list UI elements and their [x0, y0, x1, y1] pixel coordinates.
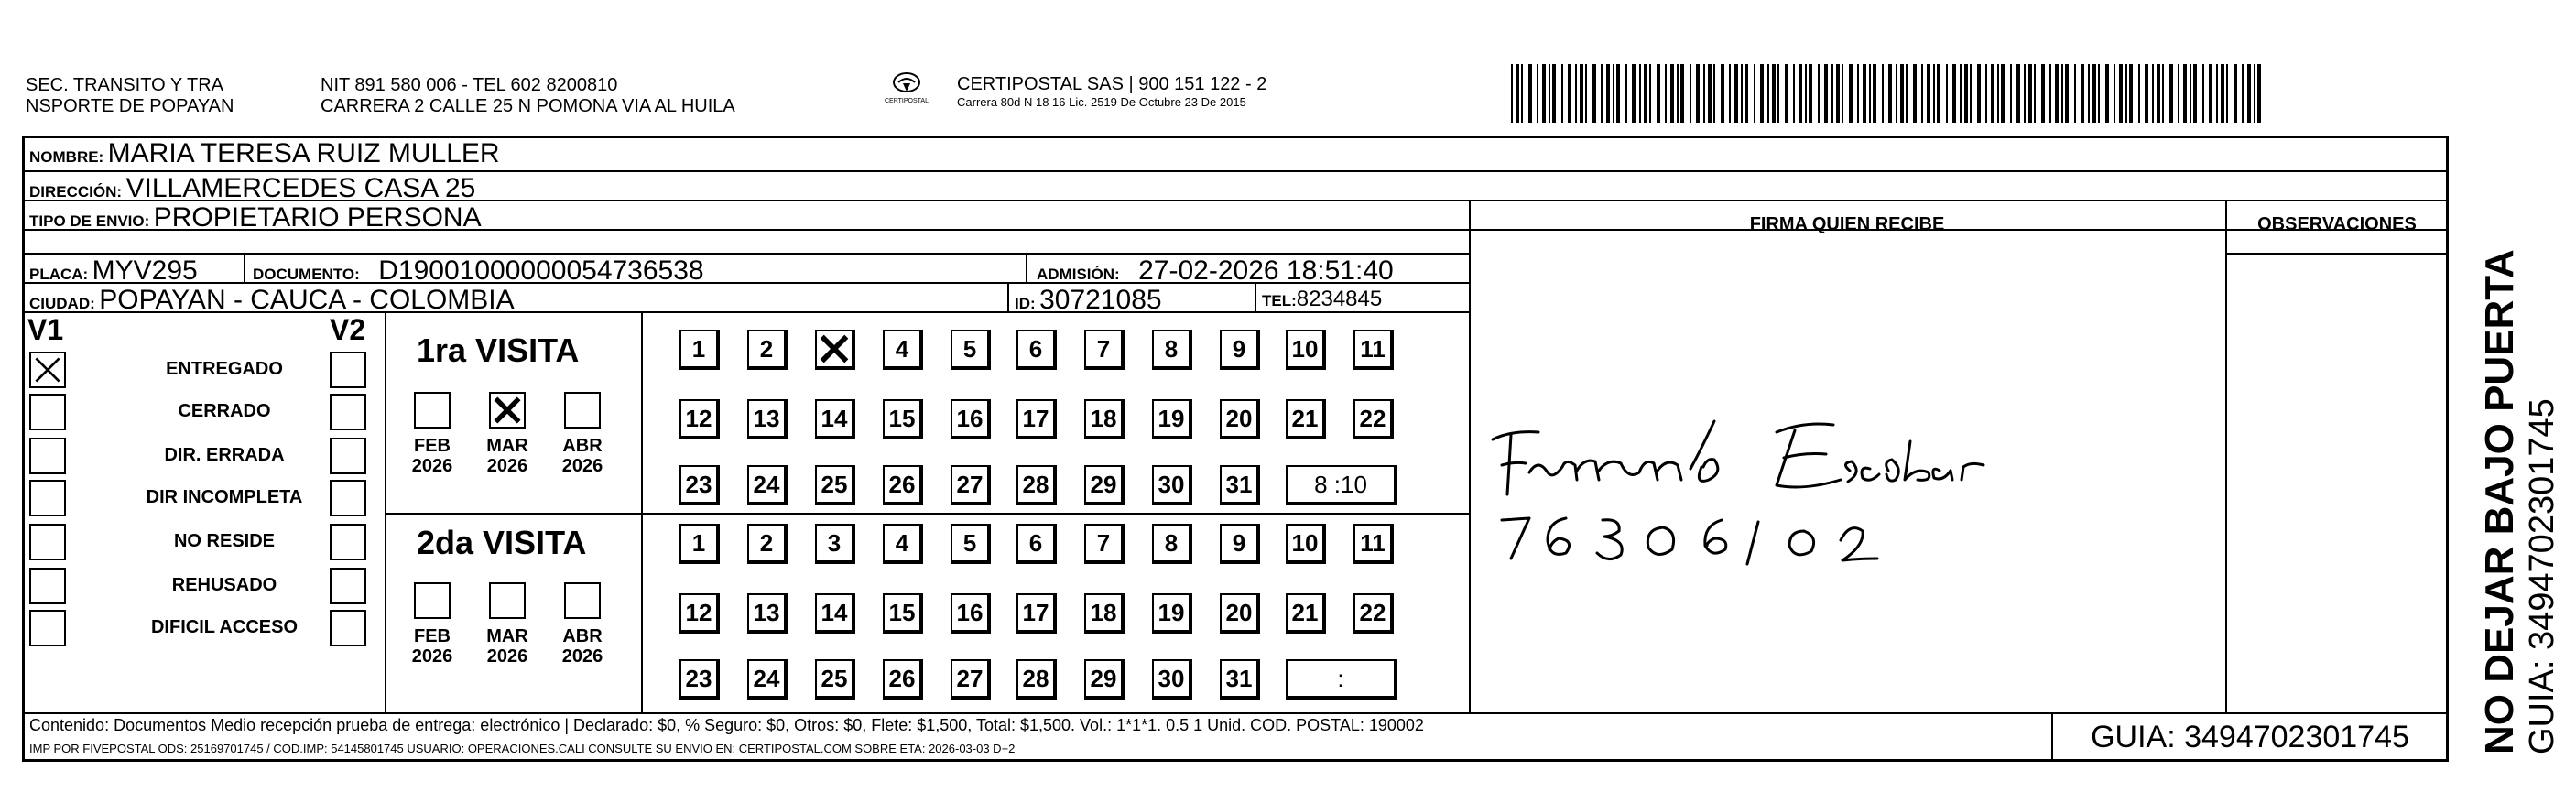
day-cell[interactable]: 31 — [1220, 465, 1260, 505]
month-checkbox[interactable] — [489, 392, 526, 429]
city-field — [29, 285, 515, 316]
day-cell[interactable]: 17 — [1016, 399, 1057, 439]
company-block — [957, 73, 1266, 110]
doc-label: DOCUMENTO: — [253, 266, 360, 283]
v1-checkbox[interactable] — [29, 480, 66, 516]
day-cell[interactable]: 19 — [1152, 399, 1192, 439]
nit-line2: CARRERA 2 CALLE 25 N POMONA VIA AL HUILA — [321, 96, 735, 116]
day-cell[interactable]: 26 — [883, 465, 923, 505]
name-row — [29, 138, 500, 169]
day-cell[interactable]: 5 — [951, 524, 991, 564]
admission-label: ADMISIÓN: — [1037, 266, 1120, 283]
status-label: NO RESIDE — [173, 531, 276, 551]
day-cell[interactable]: 29 — [1084, 465, 1125, 505]
month-label: FEB 2026 — [411, 626, 453, 667]
day-cell[interactable]: 30 — [1152, 465, 1192, 505]
month-checkbox[interactable] — [564, 582, 601, 619]
day-cell[interactable]: 15 — [883, 593, 923, 634]
v2-checkbox[interactable] — [330, 524, 366, 560]
day-cell[interactable]: 12 — [679, 399, 720, 439]
admission-field — [1037, 255, 1394, 287]
city-label: CIUDAD: — [29, 295, 95, 312]
v1-label: V1 — [27, 313, 64, 346]
day-cell[interactable]: 21 — [1286, 593, 1326, 634]
plate-label: PLACA: — [29, 266, 89, 283]
type-label: TIPO DE ENVIO: — [29, 212, 150, 230]
check-x-icon — [31, 353, 64, 386]
sender-block — [26, 75, 234, 117]
nit-block — [321, 75, 735, 117]
name-label: NOMBRE: — [29, 148, 104, 166]
day-cell[interactable]: 4 — [883, 330, 923, 370]
tel-label: TEL: — [1262, 292, 1297, 309]
id-label: ID: — [1015, 295, 1036, 312]
v2-checkbox[interactable] — [330, 394, 366, 430]
observations-header: OBSERVACIONES — [2257, 214, 2417, 234]
day-cell[interactable]: 31 — [1220, 659, 1260, 700]
status-label: DIFICIL ACCESO — [150, 617, 298, 637]
company-line2: Carrera 80d N 18 16 Lic. 2519 De Octubre 23 De 2015 — [957, 95, 1246, 109]
day-cell[interactable]: 6 — [1016, 330, 1057, 370]
sender-line2: NSPORTE DE POPAYAN — [26, 96, 234, 116]
month-checkbox[interactable] — [564, 392, 601, 429]
day-cell[interactable]: 6 — [1016, 524, 1057, 564]
day-cell[interactable]: 8 — [1152, 524, 1192, 564]
day-cell[interactable]: 1 — [679, 330, 720, 370]
day-cell[interactable]: 25 — [815, 659, 855, 700]
name-value: MARIA TERESA RUIZ MULLER — [107, 138, 500, 168]
v1-checkbox[interactable] — [29, 394, 66, 430]
day-cell[interactable]: 30 — [1152, 659, 1192, 700]
day-cell[interactable]: 23 — [679, 659, 720, 700]
time-field[interactable]: 8 :10 — [1286, 465, 1397, 505]
company-logo — [879, 71, 934, 104]
day-cell[interactable]: 22 — [1353, 399, 1394, 439]
day-cell[interactable]: 20 — [1220, 593, 1260, 634]
month-label: MAR 2026 — [486, 436, 528, 476]
side-notice-title: NO DEJAR BAJO PUERTA — [2477, 249, 2522, 754]
day-cell[interactable]: 10 — [1286, 524, 1326, 564]
month-label: MAR 2026 — [486, 626, 528, 667]
day-cell[interactable]: 23 — [679, 465, 720, 505]
status-label: DIR. ERRADA — [164, 445, 285, 465]
day-cell[interactable]: 9 — [1220, 524, 1260, 564]
month-checkbox[interactable] — [414, 392, 451, 429]
day-cell[interactable]: 28 — [1016, 465, 1057, 505]
id-value: 30721085 — [1039, 285, 1162, 315]
day-cell[interactable]: 14 — [815, 593, 855, 634]
day-cell[interactable]: 27 — [951, 659, 991, 700]
day-cell[interactable]: 11 — [1353, 524, 1394, 564]
day-cell[interactable]: 27 — [951, 465, 991, 505]
id-field — [1015, 285, 1162, 316]
day-cell[interactable]: 14 — [815, 399, 855, 439]
day-cell[interactable]: 24 — [747, 659, 788, 700]
signature-header: FIRMA QUIEN RECIBE — [1749, 214, 1945, 234]
day-cell[interactable]: 8 — [1152, 330, 1192, 370]
second-visit-label: 2da VISITA — [417, 524, 587, 561]
day-cell[interactable]: 7 — [1084, 330, 1125, 370]
day-cell[interactable]: 13 — [747, 593, 788, 634]
logo-text: CERTIPOSTAL — [885, 98, 929, 104]
month-checkbox[interactable] — [489, 582, 526, 619]
day-cell[interactable]: 28 — [1016, 659, 1057, 700]
day-cell[interactable]: 18 — [1084, 593, 1125, 634]
month-label: ABR 2026 — [561, 436, 603, 476]
day-cell[interactable]: 4 — [883, 524, 923, 564]
v2-checkbox[interactable] — [330, 568, 366, 604]
address-value: VILLAMERCEDES CASA 25 — [125, 173, 476, 203]
status-label: CERRADO — [178, 401, 271, 421]
status-label: ENTREGADO — [166, 359, 283, 379]
day-cell[interactable]: 24 — [747, 465, 788, 505]
day-cell[interactable]: 19 — [1152, 593, 1192, 634]
time-field[interactable]: : — [1286, 659, 1397, 700]
day-cell[interactable]: 5 — [951, 330, 991, 370]
day-cell[interactable]: 16 — [951, 399, 991, 439]
v2-label: V2 — [330, 313, 366, 346]
barcode — [1511, 64, 2262, 123]
day-cell[interactable]: 2 — [747, 524, 788, 564]
day-cell[interactable]: 9 — [1220, 330, 1260, 370]
v1-checkbox[interactable] — [29, 568, 66, 604]
day-cell[interactable]: 13 — [747, 399, 788, 439]
v1-checkbox[interactable] — [29, 438, 66, 474]
doc-value: D19001000000054736538 — [378, 255, 704, 286]
status-label: REHUSADO — [171, 575, 277, 595]
day-cell[interactable]: 7 — [1084, 524, 1125, 564]
footer-guia: GUIA: 3494702301745 — [2091, 720, 2409, 754]
day-cell[interactable]: 26 — [883, 659, 923, 700]
check-x-icon — [817, 331, 852, 366]
v1-checkbox[interactable] — [29, 352, 66, 388]
month-checkbox[interactable] — [414, 582, 451, 619]
side-notice — [2452, 136, 2571, 762]
address-row — [29, 173, 475, 204]
day-cell[interactable]: 10 — [1286, 330, 1326, 370]
day-cell[interactable]: 21 — [1286, 399, 1326, 439]
day-cell[interactable]: 29 — [1084, 659, 1125, 700]
day-cell[interactable]: 20 — [1220, 399, 1260, 439]
day-cell[interactable]: 16 — [951, 593, 991, 634]
sender-line1: SEC. TRANSITO Y TRA — [26, 75, 223, 95]
signature-image — [1474, 385, 2115, 568]
month-label: FEB 2026 — [411, 436, 453, 476]
day-cell[interactable]: 11 — [1353, 330, 1394, 370]
day-cell[interactable]: 18 — [1084, 399, 1125, 439]
day-cell[interactable]: 3 — [815, 524, 855, 564]
type-row — [29, 202, 482, 233]
check-x-icon — [491, 394, 524, 427]
plate-field — [29, 255, 198, 287]
day-cell[interactable]: 12 — [679, 593, 720, 634]
day-cell[interactable]: 22 — [1353, 593, 1394, 634]
v1-checkbox[interactable] — [29, 524, 66, 560]
day-cell[interactable] — [815, 330, 855, 370]
nit-line1: NIT 891 580 006 - TEL 602 8200810 — [321, 75, 618, 95]
admission-value: 27-02-2026 18:51:40 — [1138, 255, 1394, 286]
day-cell[interactable]: 15 — [883, 399, 923, 439]
side-notice-guia: GUIA: 3494702301745 — [2523, 398, 2561, 754]
city-value: POPAYAN - CAUCA - COLOMBIA — [99, 285, 515, 315]
day-cell[interactable]: 17 — [1016, 593, 1057, 634]
day-cell[interactable]: 1 — [679, 524, 720, 564]
month-label: ABR 2026 — [561, 626, 603, 667]
v2-checkbox[interactable] — [330, 610, 366, 646]
company-line1: CERTIPOSTAL SAS | 900 151 122 - 2 — [957, 74, 1267, 94]
type-value: PROPIETARIO PERSONA — [153, 202, 482, 233]
day-cell[interactable]: 2 — [747, 330, 788, 370]
address-label: DIRECCIÓN: — [29, 183, 123, 201]
day-cell[interactable]: 25 — [815, 465, 855, 505]
first-visit-label: 1ra VISITA — [417, 331, 580, 369]
tel-field — [1262, 287, 1382, 312]
v1-checkbox[interactable] — [29, 610, 66, 646]
v2-checkbox[interactable] — [330, 438, 366, 474]
v2-checkbox[interactable] — [330, 352, 366, 388]
footer-content-line: Contenido: Documentos Medio recepción prueba de entrega: electrónico | Declarado: $0, % Seguro: $0, Otros: $0, Flete: $1,500, Total: $1,500. Vol.: 1*1*1. 0.5 1 Unid. COD. POSTAL: 190002 — [29, 716, 1424, 734]
tel-value: 8234845 — [1296, 287, 1383, 311]
plate-value: MYV295 — [92, 255, 198, 286]
status-label: DIR INCOMPLETA — [146, 487, 303, 507]
doc-field — [253, 255, 704, 287]
v2-checkbox[interactable] — [330, 480, 366, 516]
footer-imp-line: IMP POR FIVEPOSTAL ODS: 25169701745 / COD.IMP: 54145801745 USUARIO: OPERACIONES.CALI CONSULTE SU ENVIO EN: CERTIPOSTAL.COM SOBRE ETA: 2026-03-03 D+2 — [29, 742, 1016, 755]
logo-icon — [891, 71, 922, 95]
